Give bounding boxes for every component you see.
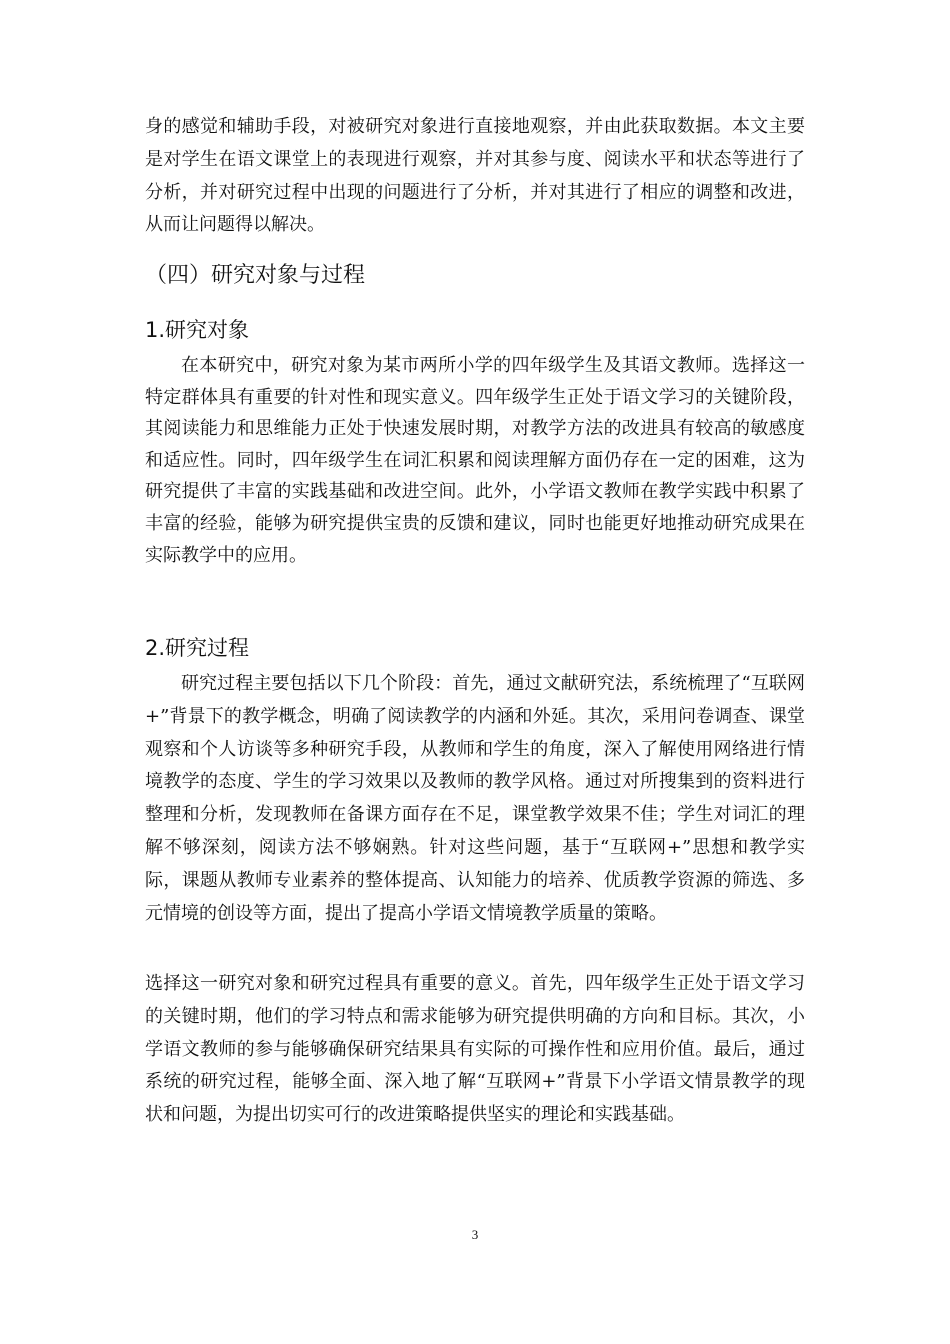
paragraph-significance: 选择这一研究对象和研究过程具有重要的意义。首先，四年级学生正处于语文学习的关键时期，他们的学习特点和需求能够为研究提供明确的方向和目标。其次，小学语文教师的参与能够确保研究结果具有实际的可操作性和应用价值。最后，通过系统的研究过程，能够全面、深入地了解“互联网+”背景下小学语文情景教学的现状和问题，为提出切实可行的改进策略提供坚实的理论和实践基础。 [145,973,805,1126]
subsection-heading-objects: 1.研究对象 [145,318,250,342]
subsection-heading-process: 2.研究过程 [145,636,250,660]
page-number: 3 [471,1227,479,1242]
paragraph-research-objects: 在本研究中，研究对象为某市两所小学的四年级学生及其语文教师。选择这一特定群体具有重要的针对性和现实意义。四年级学生正处于语文学习的关键阶段，其阅读能力和思维能力正处于快速发展时期，对教学方法的改进具有较高的敏感度和适应性。同时，四年级学生在词汇积累和阅读理解方面仍存在一定的困难，这为研究提供了丰富的实践基础和改进空间。此外，小学语文教师在教学实践中积累了丰富的经验，能够为研究提供宝贵的反馈和建议，同时也能更好地推动研究成果在实际教学中的应用。 [145,355,805,566]
paragraph-intro-continued: 身的感觉和辅助手段，对被研究对象进行直接地观察，并由此获取数据。本文主要是对学生在语文课堂上的表现进行观察，并对其参与度、阅读水平和状态等进行了分析，并对研究过程中出现的问题进行了分析，并对其进行了相应的调整和改进，从而让问题得以解决。 [145,116,805,236]
section-heading: （四）研究对象与过程 [145,263,366,288]
paragraph-research-process: 研究过程主要包括以下几个阶段：首先，通过文献研究法，系统梳理了“互联网+”背景下的教学概念，明确了阅读教学的内涵和外延。其次，采用问卷调查、课堂观察和个人访谈等多种研究手段，从教师和学生的角度，深入了解使用网络进行情境教学的态度、学生的学习效果以及教师的教学风格。通过对所搜集到的资料进行整理和分析，发现教师在备课方面存在不足，课堂教学效果不佳；学生对词汇的理解不够深刻，阅读方法不够娴熟。针对这些问题，基于“互联网+”思想和教学实际，课题从教师专业素养的整体提高、认知能力的培养、优质教学资源的筛选、多元情境的创设等方面，提出了提高小学语文情境教学质量的策略。 [145,673,805,924]
